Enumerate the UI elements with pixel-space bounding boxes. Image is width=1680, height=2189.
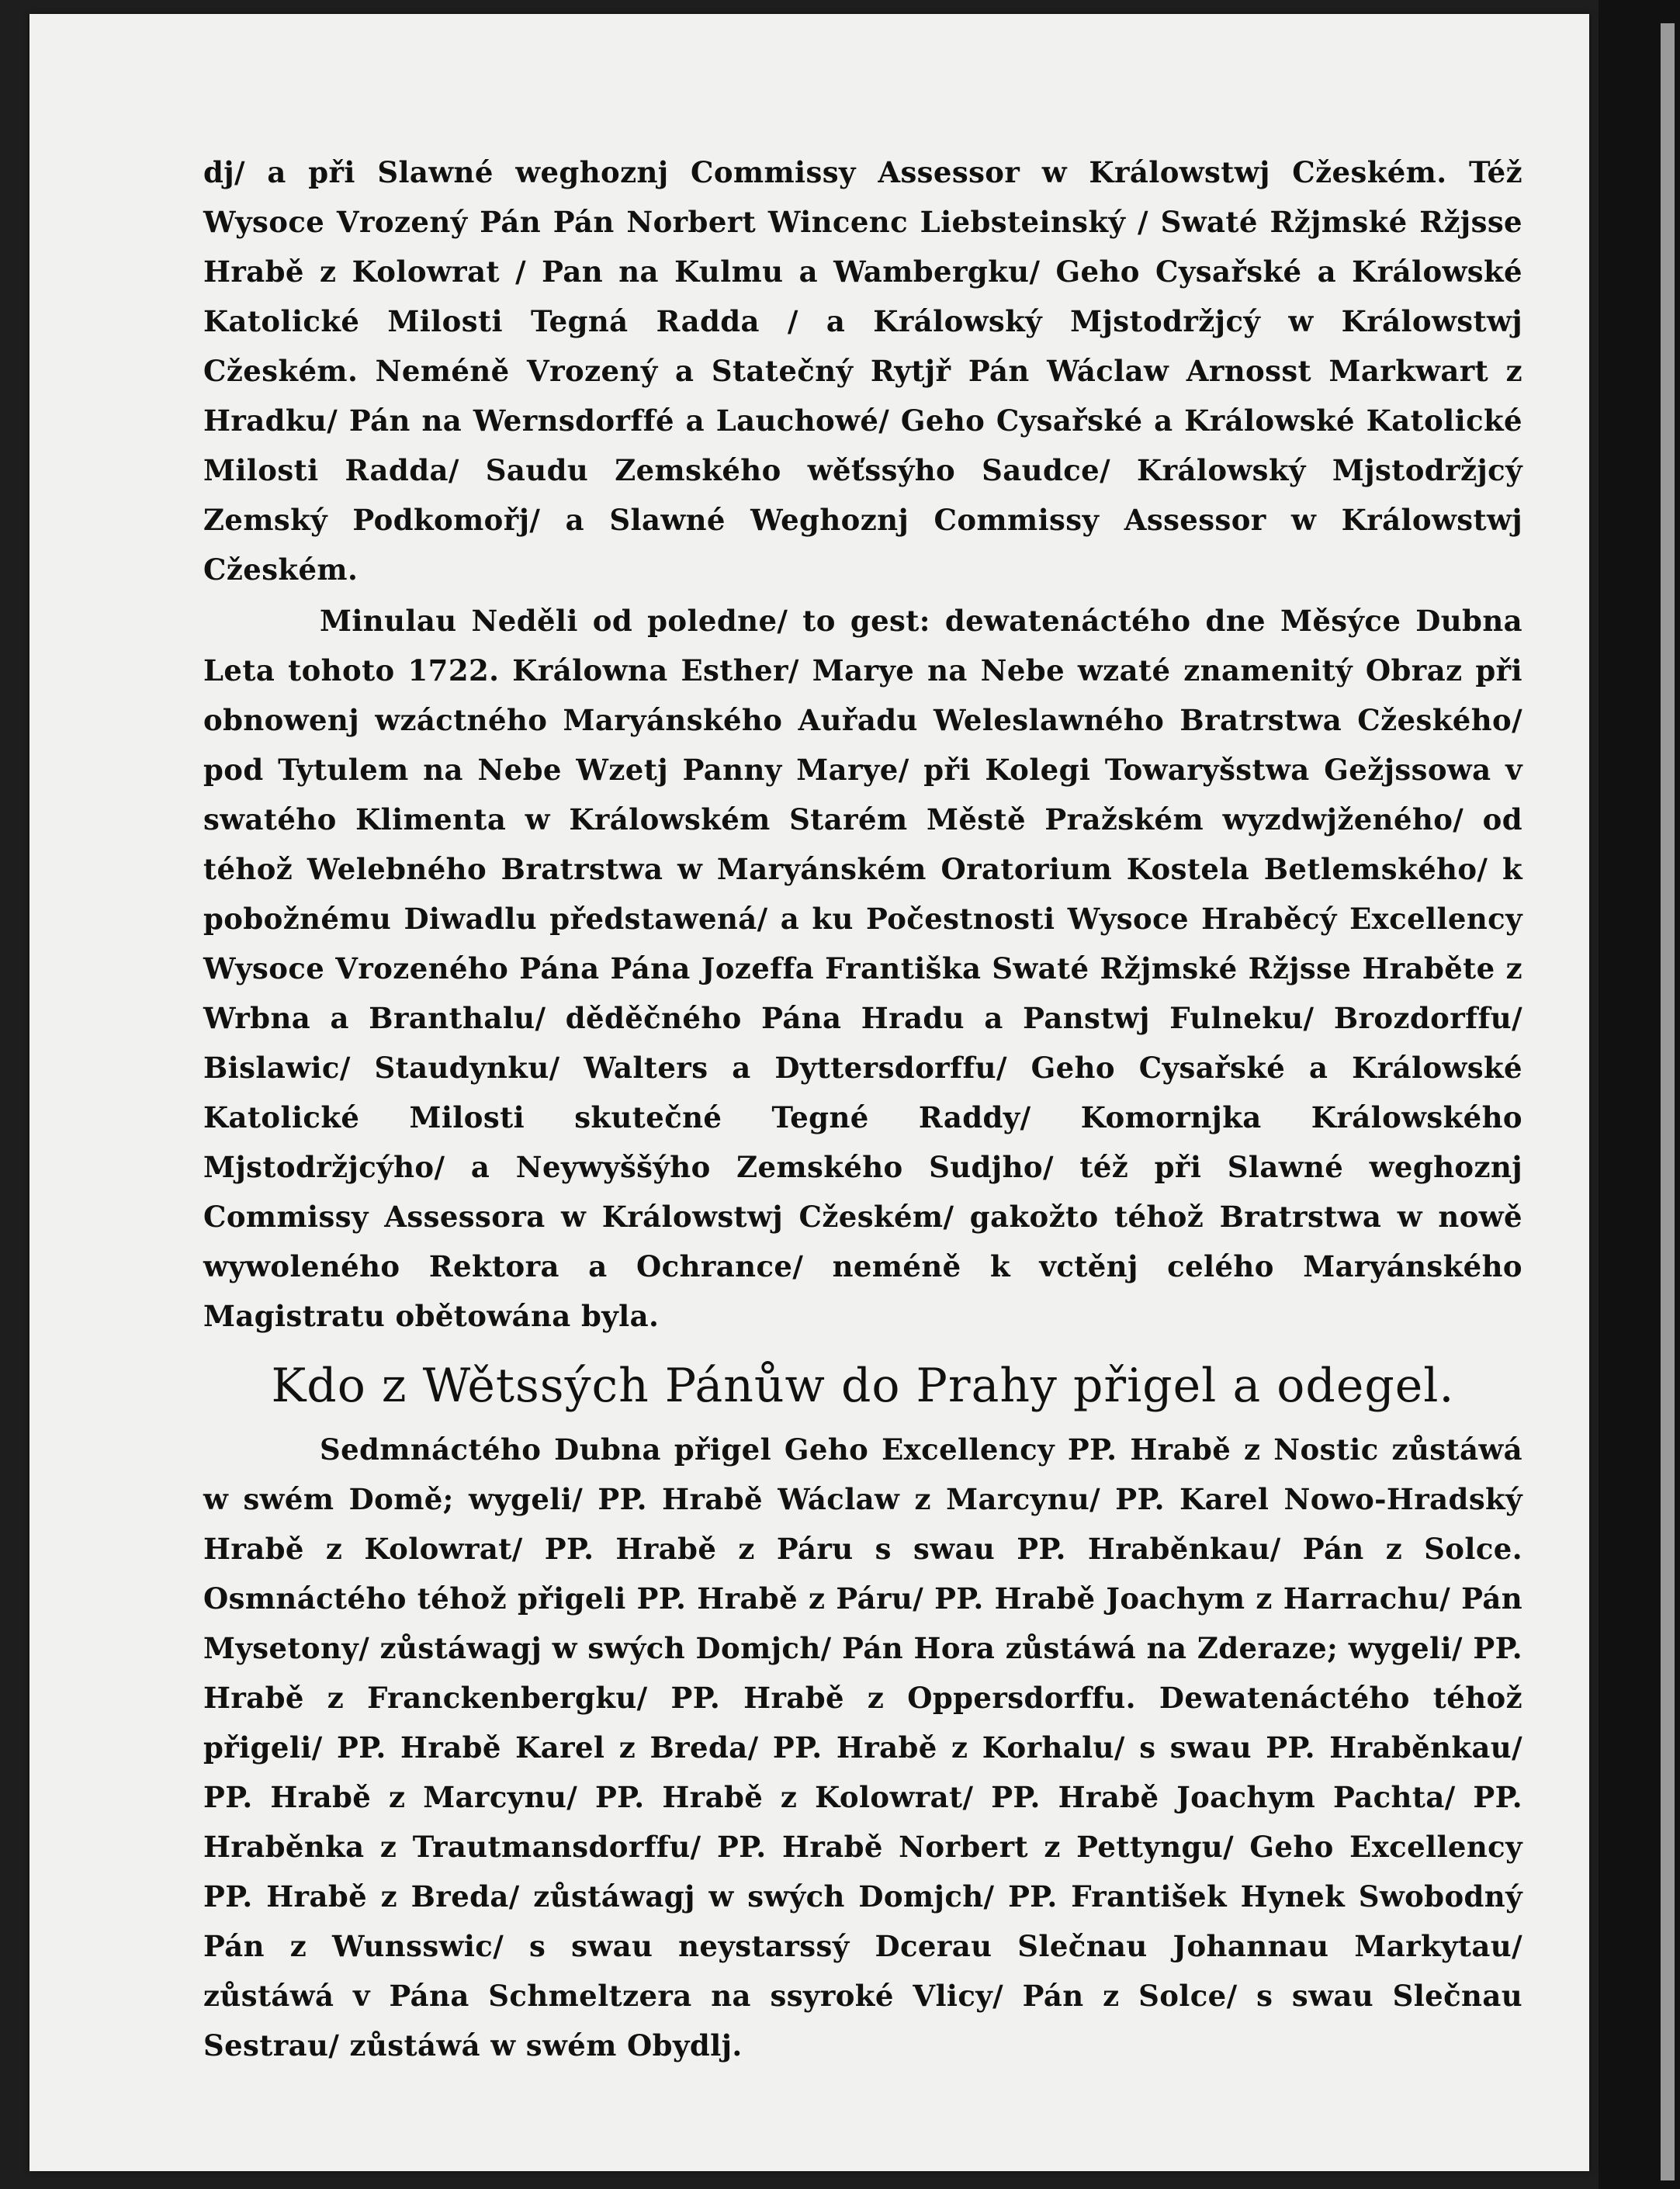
section-heading: Kdo z Wětssých Pánůw do Prahy přigel a odegel.: [271, 1359, 1455, 1413]
paragraph-arrivals-departures: Sedmnáctého Dubna přigel Geho Excellency PP. Hrabě z Nostic zůstáwá w swém Domě; wygeli/ PP. Hrabě Wáclaw z Marcynu/ PP. Karel Nowo-Hradský Hrabě z Kolowrat/ PP. Hrabě z Páru s swau PP. Hraběnkau/ Pán z Solce. Osmnáctého téhož přigeli PP. Hrabě z Páru/ PP. Hrabě Joachym z Harrachu/ Pán Mysetony/ zůstáwagj w swých Domjch/ Pán Hora zůstáwá na Zderaze; wygeli/ PP. Hrabě z Franckenbergku/ PP. Hrabě z Oppersdorffu. Dewatenáctého téhož přigeli/ PP. Hrabě Karel z Breda/ PP. Hrabě z Korhalu/ s swau PP. Hraběnkau/ PP. Hrabě z Marcynu/ PP. Hrabě z Kolowrat/ PP. Hrabě Joachym Pachta/ PP. Hraběnka z Trautmansdorffu/ PP. Hrabě Norbert z Pettyngu/ Geho Excellency PP. Hrabě z Breda/ zůstáwagj w swých Domjch/ PP. František Hynek Swobodný Pán z Wunsswic/ s swau neystarssý Dcerau Slečnau Johannau Markytau/ zůstáwá v Pána Schmeltzera na ssyroké Vlicy/ Pán z Solce/ s swau Slečnau Sestrau/ zůstáwá w swém Obydlj.: [203, 1432, 1522, 2063]
paragraph-commission-members: dj/ a při Slawné weghoznj Commissy Assessor w Králowstwj Cžeském. Též Wysoce Vrozený Pán Pán Norbert Wincenc Liebsteinský / Swaté Ržjmské Ržjsse Hrabě z Kolowrat / Pan na Kulmu a Wambergku/ Geho Cysařské a Králowské Katolické Milosti Tegná Radda / a Králowský Mjstodržjcý w Králowstwj Cžeském. Neméně Vrozený a Statečný Rytjř Pán Wáclaw Arnosst Markwart z Hradku/ Pán na Wernsdorffé a Lauchowé/ Geho Cysařské a Králowské Katolické Milosti Radda/ Saudu Zemského wěťssýho Saudce/ Králowský Mjstodržjcý Zemský Podkomořj/ a Slawné Weghoznj Commissy Assessor w Králowstwj Cžeském.: [203, 155, 1522, 587]
page-text: [203, 147, 1522, 2070]
paragraph-marian-image: Minulau Neděli od poledne/ to gest: dewatenáctého dne Měsýce Dubna Leta tohoto 1722. Králowna Esther/ Marye na Nebe wzaté znamenitý Obraz při obnowenj wzáctného Maryánského Auřadu Weleslawného Bratrstwa Cžeského/ pod Tytulem na Nebe Wzetj Panny Marye/ při Kolegi Towaryšstwa Gežjssowa v swatého Klimenta w Králowském Starém Městě Pražském wyzdwjženého/ od téhož Welebného Bratrstwa w Maryánském Oratorium Kostela Betlemského/ k pobožnému Diwadlu předstawená/ a ku Počestnosti Wysoce Hraběcý Excellency Wysoce Vrozeného Pána Pána Jozeffa Františka Swaté Ržjmské Ržjsse Hraběte z Wrbna a Branthalu/ děděčného Pána Hradu a Panstwj Fulneku/ Brozdorffu/ Bislawic/ Staudynku/ Walters a Dyttersdorffu/ Geho Cysařské a Králowské Katolické Milosti skutečné Tegné Raddy/ Komornjka Králowského Mjstodržjcýho/ a Neywyššýho Zemského Sudjho/ též při Slawné weghoznj Commissy Assessora w Králowstwj Cžeském/ gakožto téhož Bratrstwa w nowě wywoleného Rektora a Ochrance/ neméně k vctěnj celého Maryánského Magistratu obětowána byla.: [203, 604, 1522, 1333]
adjacent-page-edge: [1661, 23, 1675, 2180]
